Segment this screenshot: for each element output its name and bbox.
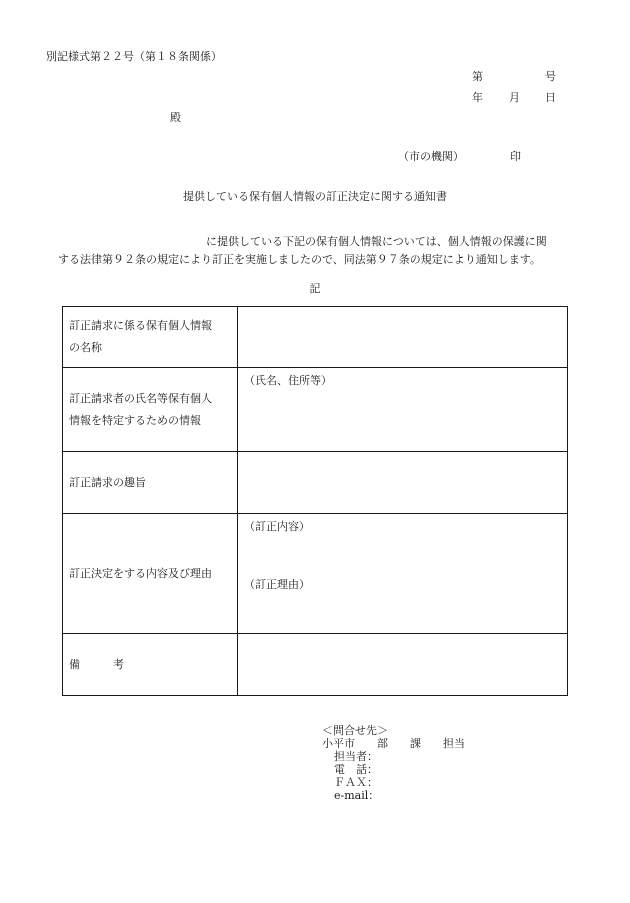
date-day: 日 [545, 91, 556, 104]
table-row [63, 368, 568, 452]
contact-phone: 電 話： [334, 763, 378, 776]
value-remarks [238, 634, 568, 696]
contact-dept: 小平市 部 課 担当 [322, 737, 465, 750]
info-table [62, 306, 568, 696]
label-request-purpose: 訂正請求の趣旨 [63, 452, 238, 514]
body-line-2: する法律第９２条の規定により訂正を実施しましたので、同法第９７条の規定により通知します。 [58, 253, 541, 266]
contact-fax: ＦＡＸ： [334, 776, 378, 789]
doc-number-prefix: 第 [472, 70, 483, 83]
form-number: 別記様式第２２号（第１８条関係） [46, 50, 222, 63]
date-year: 年 [472, 91, 483, 104]
note-correction-content: （訂正内容） [244, 520, 310, 533]
body-paragraph [58, 233, 578, 269]
label-remarks: 備 考 [63, 634, 238, 696]
seal-mark: 印 [510, 150, 521, 163]
date-month: 月 [509, 91, 520, 104]
document-title: 提供している保有個人情報の訂正決定に関する通知書 [183, 190, 447, 203]
table-row [63, 514, 568, 634]
label-info-name: 訂正請求に係る保有個人情報 の名称 [63, 307, 238, 368]
addressee: 殿 [170, 111, 181, 124]
ki-heading: 記 [309, 282, 321, 295]
contact-heading: ＜問合せ先＞ [322, 724, 388, 737]
table-row [63, 452, 568, 514]
body-line-1: に提供している下記の保有個人情報については、個人情報の保護に関 [206, 235, 547, 248]
table-row [63, 634, 568, 696]
label-requester-info: 訂正請求者の氏名等保有個人 情報を特定するための情報 [63, 368, 238, 452]
value-decision-content [238, 514, 568, 634]
contact-email: e-mail： [334, 789, 380, 802]
value-info-name [238, 307, 568, 368]
doc-number-suffix: 号 [545, 70, 556, 83]
issuer: （市の機関） [398, 150, 464, 163]
label-decision-content: 訂正決定をする内容及び理由 [63, 514, 238, 634]
contact-person: 担当者： [334, 750, 378, 763]
table-row [63, 307, 568, 368]
contact-block [322, 724, 465, 802]
note-name-address: （氏名、住所等） [244, 374, 332, 387]
note-correction-reason: （訂正理由） [244, 578, 310, 591]
value-requester-info [238, 368, 568, 452]
value-request-purpose [238, 452, 568, 514]
